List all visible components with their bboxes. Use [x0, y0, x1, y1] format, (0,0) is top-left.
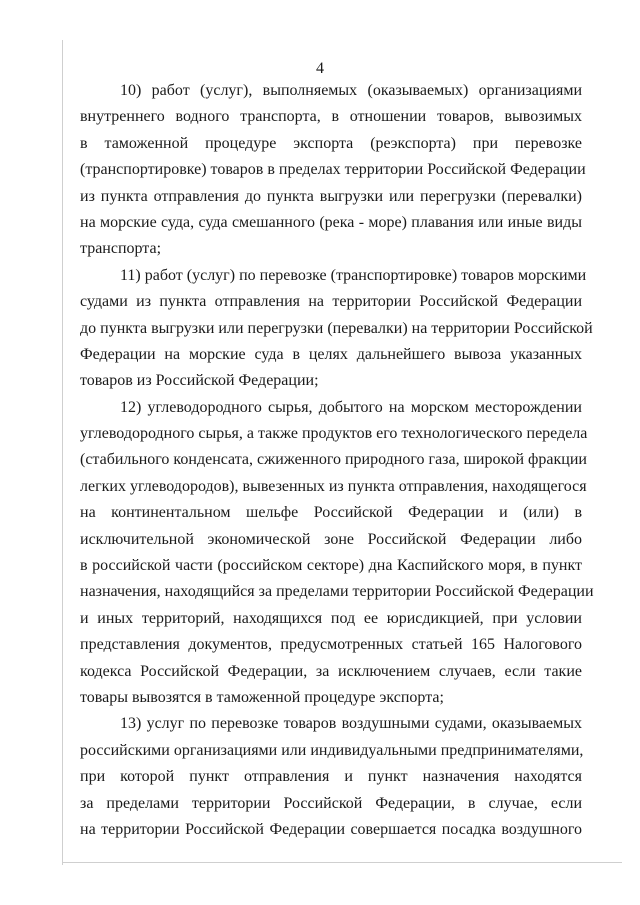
text-line: в российской части (российском секторе) дна Каспийского моря, в пункт	[80, 557, 582, 575]
text-line: назначения, находящийся за пределами территории Российской Федерации	[80, 583, 594, 601]
text-line: судами из пункта отправления на территории Российской Федерации	[80, 293, 582, 311]
text-line: на континентальном шельфе Российской Федерации и (или) в	[80, 504, 582, 522]
page-bottom-edge	[62, 862, 622, 863]
text-line: углеводородного сырья, а также продуктов его технологического передела	[80, 425, 588, 443]
text-line: исключительной экономической зоне Российской Федерации либо	[80, 530, 582, 548]
text-line: (стабильного конденсата, сжиженного природного газа, широкой фракции	[80, 451, 587, 469]
body-text	[80, 78, 594, 843]
page-number: 4	[316, 60, 324, 77]
text-line: 13) услуг по перевозке товаров воздушными судами, оказываемых	[120, 715, 582, 733]
text-line: 10) работ (услуг), выполняемых (оказываемых) организациями	[120, 82, 582, 99]
text-line: представления документов, предусмотренных статьей 165 Налогового	[80, 636, 582, 654]
text-line: 11) работ (услуг) по перевозке (транспортировке) товаров морскими	[120, 266, 587, 284]
text-line: 12) углеводородного сырья, добытого на морском месторождении	[120, 398, 582, 416]
text-line: на территории Российской Федерации совершается посадка воздушного	[80, 820, 582, 838]
text-line: транспорта;	[80, 240, 162, 258]
text-line: в таможенной процедуре экспорта (реэкспорта) при перевозке	[80, 134, 582, 152]
text-line: товаров из Российской Федерации;	[80, 372, 319, 390]
text-line: из пункта отправления до пункта выгрузки или перегрузки (перевалки)	[80, 187, 582, 205]
text-line: Федерации на морские суда в целях дальнейшего вывоза указанных	[80, 345, 582, 363]
text-line: и иных территорий, находящихся под ее юрисдикцией, при условии	[80, 609, 582, 627]
text-line: российскими организациями или индивидуальными предпринимателями,	[80, 741, 584, 759]
text-line: кодекса Российской Федерации, за исключением случаев, если такие	[80, 662, 582, 680]
text-line: легких углеводородов), вывезенных из пункта отправления, находящегося	[80, 477, 587, 495]
text-line: на морские суда, суда смешанного (река - море) плавания или иные виды	[80, 213, 582, 231]
text-line: товары вывозятся в таможенной процедуре экспорта;	[80, 688, 444, 706]
page-left-edge	[62, 40, 63, 865]
text-line: внутреннего водного транспорта, в отношении товаров, вывозимых	[80, 108, 582, 126]
text-line: (транспортировке) товаров в пределах территории Российской Федерации	[80, 161, 586, 179]
text-line: до пункта выгрузки или перегрузки (перевалки) на территории Российской	[80, 319, 593, 337]
text-line: при которой пункт отправления и пункт назначения находятся	[80, 768, 582, 786]
text-line: за пределами территории Российской Федерации, в случае, если	[80, 794, 582, 812]
